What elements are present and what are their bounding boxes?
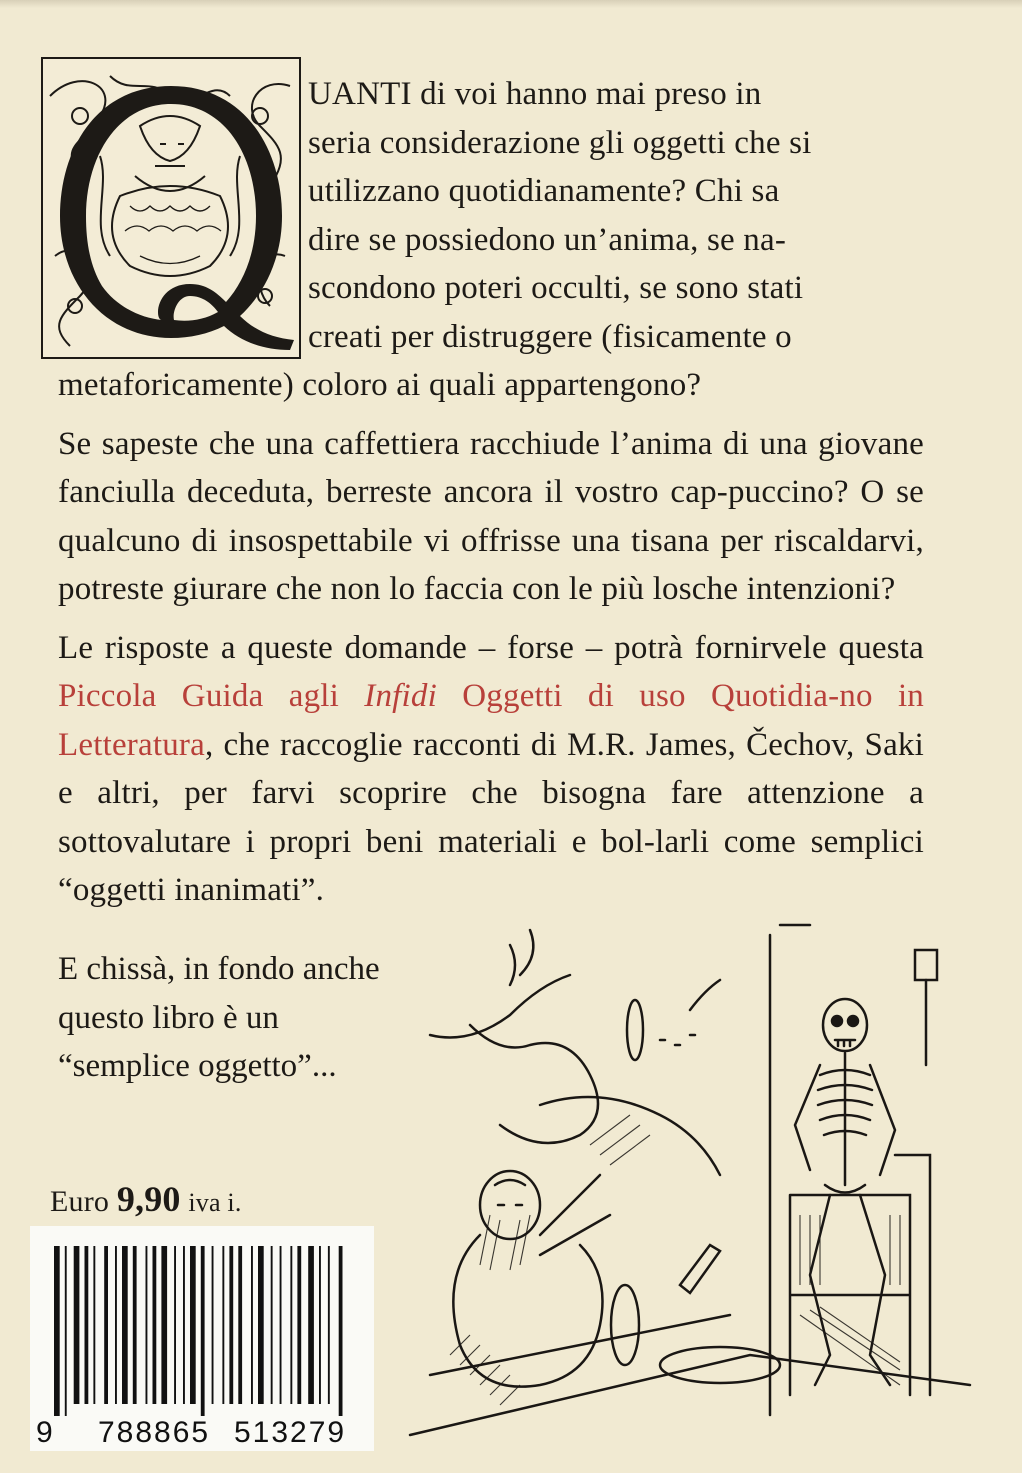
barcode-bar	[238, 1246, 242, 1404]
ornamental-initial-q-icon	[40, 56, 302, 360]
barcode-bar	[280, 1246, 282, 1404]
isbn-first-digit: 9	[36, 1416, 53, 1449]
intro-line-4: dire se possiedono un’anima, se na-	[308, 221, 787, 258]
barcode-bar	[133, 1246, 137, 1404]
description-intro-text: Le risposte a queste domande – forse – potrà fornirvele questa	[58, 629, 924, 666]
closing-line-3: “semplice oggetto”...	[58, 1048, 337, 1084]
paragraph-intro	[58, 70, 924, 410]
book-title-italic-word: Infidi	[364, 678, 437, 714]
barcode-bar	[161, 1246, 167, 1404]
skeleton-scene-illustration	[390, 915, 990, 1465]
barcode-bar	[146, 1246, 148, 1404]
paragraph-book-description	[58, 624, 924, 915]
barcode-bar	[339, 1246, 343, 1416]
price-label	[50, 1178, 242, 1220]
isbn-barcode	[30, 1226, 374, 1451]
back-cover-blurb	[58, 70, 924, 925]
barcode-bar	[190, 1246, 196, 1404]
isbn-group-2: 513279	[234, 1416, 347, 1449]
intro-line-3: utilizzano quotidianamente? Chi sa	[308, 173, 780, 209]
barcode-bars	[30, 1226, 374, 1416]
barcode-bar	[104, 1246, 108, 1404]
page-top-edge	[0, 0, 1022, 8]
intro-line-1: UANTI di voi hanno mai preso in	[308, 76, 762, 112]
price-suffix: iva i.	[188, 1188, 242, 1217]
intro-line-7: metaforicamente) coloro ai quali appartengono?	[58, 367, 702, 403]
isbn-group-1: 788865	[98, 1416, 211, 1449]
barcode-bar	[290, 1246, 292, 1404]
intro-line-6: creati per distruggere (fisicamente o	[308, 318, 792, 355]
description-rest-text: , che raccoglie racconti di M.R. James, Čechov, Saki e altri, per farvi scoprire che bisogna fare attenzione a sottovalutare i propri beni materiali e bol-larli come semplici “oggetti inanimati”.	[58, 726, 924, 908]
barcode-bar	[319, 1246, 321, 1404]
barcode-bar	[251, 1246, 253, 1404]
intro-line-2: seria considerazione gli oggetti che si	[308, 124, 812, 161]
paragraph-coffee-pot: Se sapeste che una caffettiera racchiude l’anima di una giovane fanciulla deceduta, berreste ancora il vostro cap-puccino? O se qualcuno di insospettabile vi offrisse una tisana per riscaldarvi, potreste giurare che non lo faccia con le più losche intenzioni?	[58, 425, 924, 607]
barcode-bar	[229, 1246, 233, 1404]
barcode-bar	[201, 1246, 205, 1416]
book-title-part-1: Piccola Guida agli	[58, 678, 365, 714]
price-amount: 9,90	[116, 1179, 181, 1219]
barcode-bar	[271, 1246, 273, 1404]
intro-line-5: scondono poteri occulti, se sono stati	[308, 270, 804, 306]
barcode-bar	[85, 1246, 89, 1404]
price-prefix: Euro	[50, 1185, 110, 1218]
barcode-bar	[212, 1246, 214, 1404]
barcode-bar	[222, 1246, 224, 1404]
barcode-bar	[153, 1246, 157, 1404]
barcode-bar	[115, 1246, 117, 1404]
barcode-bar	[183, 1246, 185, 1404]
barcode-bar	[74, 1246, 80, 1404]
closing-line-1: E chissà, in fondo anche	[58, 951, 380, 987]
barcode-bar	[93, 1246, 95, 1404]
barcode-bar	[174, 1246, 176, 1404]
book-title-part-2: Oggetti di uso Quotidia-no in Letteratura	[58, 678, 925, 763]
barcode-bar	[258, 1246, 264, 1404]
barcode-bar	[65, 1246, 67, 1416]
barcode-bar	[297, 1246, 301, 1404]
barcode-bar	[122, 1246, 128, 1404]
barcode-bar	[308, 1246, 314, 1404]
barcode-bar	[328, 1246, 330, 1404]
barcode-bar	[54, 1246, 60, 1416]
closing-line-2: questo libro è un	[58, 999, 279, 1036]
